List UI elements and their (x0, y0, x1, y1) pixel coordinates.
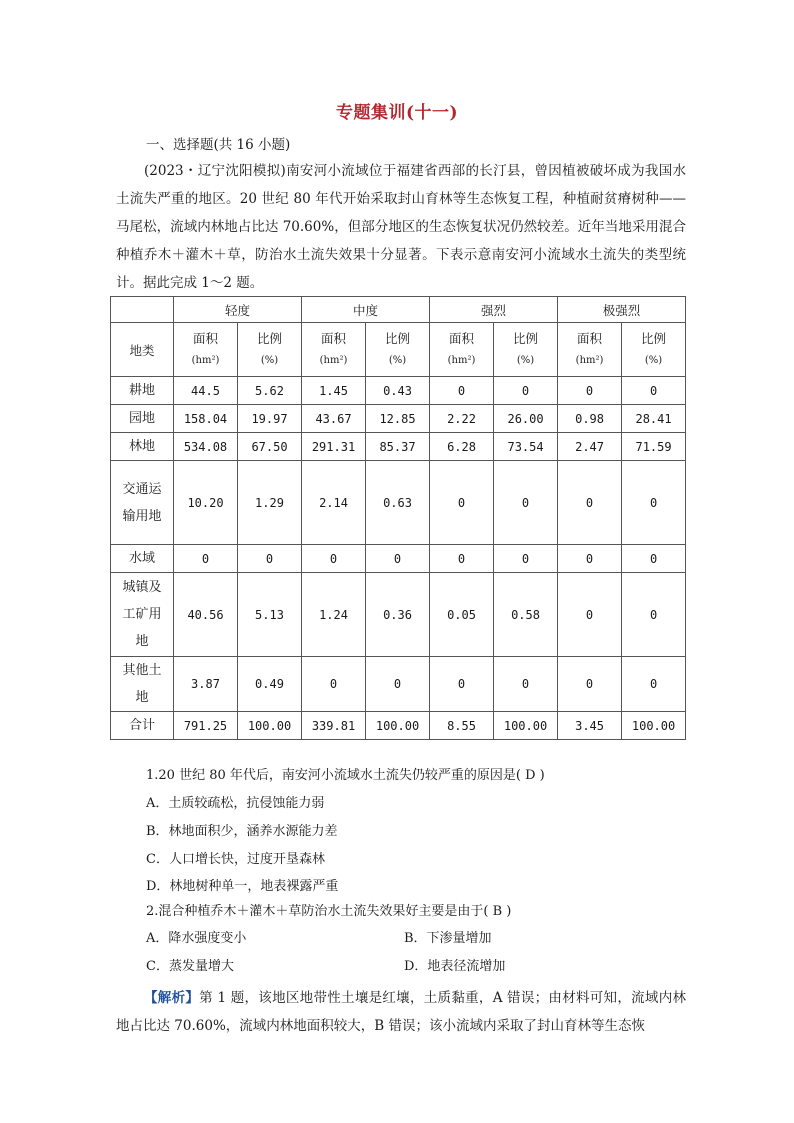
table-cell: 291.31 (302, 433, 366, 461)
table-cell: 0.05 (430, 573, 494, 657)
sub-header-ratio (238, 323, 302, 377)
unit-label: (hm²) (447, 354, 476, 366)
row-label: 交通运输用地 (111, 461, 174, 545)
table-cell: 0 (238, 545, 302, 573)
sub-header-area-label: 面积 (192, 330, 218, 346)
row-label: 园地 (111, 405, 174, 433)
table-row (111, 657, 686, 712)
table-cell: 0.43 (366, 377, 430, 405)
unit-label: (hm²) (575, 354, 604, 366)
table-cell: 0 (430, 657, 494, 712)
table-cell: 6.28 (430, 433, 494, 461)
sub-header-ratio (494, 323, 558, 377)
table-cell: 44.5 (174, 377, 238, 405)
unit-label: (%) (260, 354, 279, 366)
table-cell: 0 (558, 461, 622, 545)
table-cell: 12.85 (366, 405, 430, 433)
question-1-option-c: C．人口增长快，过度开垦森林 (146, 852, 325, 867)
table-sub-header-row (111, 323, 686, 377)
table-cell: 73.54 (494, 433, 558, 461)
unit-label: (hm²) (191, 354, 220, 366)
table-cell: 0.58 (494, 573, 558, 657)
table-cell: 534.08 (174, 433, 238, 461)
table-cell: 0 (494, 377, 558, 405)
table-cell: 0 (558, 545, 622, 573)
table-row (111, 433, 686, 461)
table-cell: 100.00 (494, 712, 558, 740)
table-cell: 0.63 (366, 461, 430, 545)
group-header: 中度 (302, 297, 430, 323)
table-cell: 67.50 (238, 433, 302, 461)
table-cell: 28.41 (622, 405, 686, 433)
table-cell: 2.47 (558, 433, 622, 461)
table-cell: 0 (622, 657, 686, 712)
sub-header-ratio (622, 323, 686, 377)
question-2-stem: 2.混合种植乔木＋灌木＋草防治水土流失效果好主要是由于( B ) (146, 904, 512, 919)
sub-header-area-label: 面积 (577, 330, 603, 346)
table-cell: 0.36 (366, 573, 430, 657)
table-cell: 0 (622, 573, 686, 657)
table-cell: 1.45 (302, 377, 366, 405)
table-row (111, 461, 686, 545)
unit-label: (%) (388, 354, 407, 366)
analysis-tag: 【解析】 (144, 990, 200, 1006)
table-cell: 100.00 (622, 712, 686, 740)
section-heading: 一、选择题(共 16 小题) (146, 137, 291, 153)
table-cell: 0 (494, 461, 558, 545)
unit-label: (%) (516, 354, 535, 366)
question-1-option-a: A．土质较疏松，抗侵蚀能力弱 (146, 796, 325, 811)
sub-header-ratio (366, 323, 430, 377)
table-cell: 0 (622, 377, 686, 405)
question-1-option-d: D．林地树种单一，地表裸露严重 (146, 879, 339, 894)
erosion-table (110, 296, 686, 740)
analysis-text: 第 1 题，该地区地带性土壤是红壤，土质黏重，A 错误；由材料可知，流域内林地占比达 70.60%，流域内林地面积较大，B 错误；该小流域内采取了封山育林等生态恢 (116, 990, 687, 1034)
table-cell: 3.45 (558, 712, 622, 740)
table-cell: 0.49 (238, 657, 302, 712)
table-cell: 0 (366, 657, 430, 712)
question-2-option-d: D．地表径流增加 (404, 959, 506, 974)
question-2-option-c: C．蒸发量增大 (146, 959, 234, 974)
table-cell: 158.04 (174, 405, 238, 433)
table-row (111, 405, 686, 433)
table-cell: 339.81 (302, 712, 366, 740)
table-row (111, 573, 686, 657)
table-cell: 2.22 (430, 405, 494, 433)
table-cell: 1.24 (302, 573, 366, 657)
sub-header-area (430, 323, 494, 377)
table-cell: 0 (302, 545, 366, 573)
intro-paragraph: (2023・辽宁沈阳模拟)南安河小流域位于福建省西部的长汀县，曾因植被破坏成为我国水土流失严重的地区。20 世纪 80 年代开始采取封山育林等生态恢复工程，种植耐贫瘠树种——马尾松，流域内林地占比达 70.60%，但部分地区的生态恢复状况仍然较差。近年当地采用混合种植乔木＋灌木＋草，防治水土流失效果十分显著。下表示意南安河小流域水土流失的类型统计。据此完成 1～2 题。 (116, 163, 686, 291)
table-cell: 0 (622, 545, 686, 573)
sub-header-area (302, 323, 366, 377)
row-label: 林地 (111, 433, 174, 461)
table-cell: 0 (494, 545, 558, 573)
table-body (111, 377, 686, 740)
sub-header-area (558, 323, 622, 377)
row-label: 耕地 (111, 377, 174, 405)
sub-header-ratio-label: 比例 (641, 330, 667, 346)
table-cell: 0.98 (558, 405, 622, 433)
table-cell: 3.87 (174, 657, 238, 712)
row-label: 水域 (111, 545, 174, 573)
table-cell: 791.25 (174, 712, 238, 740)
table-cell: 0 (494, 657, 558, 712)
sub-header-area-label: 面积 (449, 330, 475, 346)
table-row (111, 545, 686, 573)
table-cell: 19.97 (238, 405, 302, 433)
unit-label: (%) (644, 354, 663, 366)
table-cell: 0 (430, 377, 494, 405)
table-cell: 1.29 (238, 461, 302, 545)
page-title: 专题集训(十一) (335, 103, 459, 123)
table-cell: 43.67 (302, 405, 366, 433)
question-2-option-a: A．降水强度变小 (146, 931, 247, 946)
row-header-label: 地类 (111, 323, 174, 377)
sub-header-ratio-label: 比例 (513, 330, 539, 346)
sub-header-area-label: 面积 (321, 330, 347, 346)
table-cell: 2.14 (302, 461, 366, 545)
unit-label: (hm²) (319, 354, 348, 366)
sub-header-area (174, 323, 238, 377)
sub-header-ratio-label: 比例 (385, 330, 411, 346)
table-row (111, 377, 686, 405)
table-cell: 8.55 (430, 712, 494, 740)
question-1-stem: 1.20 世纪 80 年代后，南安河小流域水土流失仍较严重的原因是( D ) (146, 768, 545, 783)
row-label: 合计 (111, 712, 174, 740)
table-cell: 0 (430, 461, 494, 545)
table-cell: 0 (558, 377, 622, 405)
table-cell: 0 (558, 573, 622, 657)
table-corner-cell (111, 297, 174, 323)
question-1-option-b: B．林地面积少，涵养水源能力差 (146, 824, 338, 839)
table-cell: 100.00 (238, 712, 302, 740)
row-label: 其他土地 (111, 657, 174, 712)
table-cell: 26.00 (494, 405, 558, 433)
row-label: 城镇及工矿用地 (111, 573, 174, 657)
table-cell: 40.56 (174, 573, 238, 657)
group-header: 强烈 (430, 297, 558, 323)
question-2-option-b: B．下渗量增加 (404, 931, 492, 946)
group-header: 极强烈 (558, 297, 686, 323)
table-cell: 0 (302, 657, 366, 712)
table-cell: 0 (622, 461, 686, 545)
table-cell: 85.37 (366, 433, 430, 461)
table-cell: 10.20 (174, 461, 238, 545)
table-cell: 5.13 (238, 573, 302, 657)
table-cell: 0 (558, 657, 622, 712)
table-cell: 5.62 (238, 377, 302, 405)
group-header: 轻度 (174, 297, 302, 323)
table-cell: 0 (174, 545, 238, 573)
table-row (111, 712, 686, 740)
analysis-paragraph (116, 984, 686, 1040)
table-cell: 71.59 (622, 433, 686, 461)
table-cell: 0 (366, 545, 430, 573)
table-cell: 100.00 (366, 712, 430, 740)
table-cell: 0 (430, 545, 494, 573)
sub-header-ratio-label: 比例 (257, 330, 283, 346)
table-group-header-row (111, 297, 686, 323)
